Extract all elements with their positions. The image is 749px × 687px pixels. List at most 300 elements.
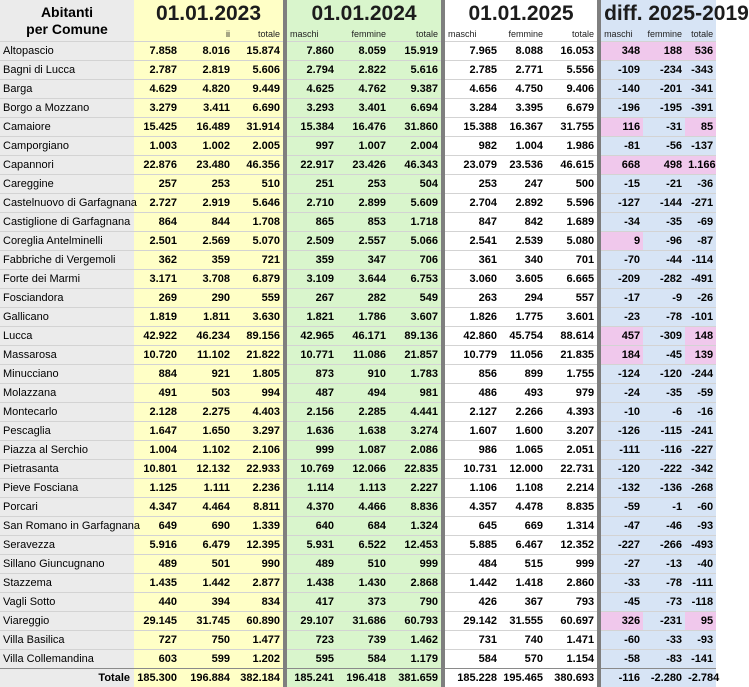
cell-2024-femmine: 31.686 [337, 612, 389, 631]
cell-2024-femmine: 4.466 [337, 498, 389, 517]
cell-2025-femmine: 842 [500, 213, 546, 232]
cell-2023-maschi: 257 [134, 175, 180, 194]
cell-diff-femmine: -31 [643, 118, 685, 137]
cell-2024-totale: 1.718 [389, 213, 443, 232]
cell-diff-maschi: -24 [599, 384, 643, 403]
cell-2023-totale: 89.156 [233, 327, 285, 346]
cell-2024-maschi: 2.794 [285, 61, 337, 80]
cell-2025-femmine: 2.771 [500, 61, 546, 80]
cell-2024-totale: 89.136 [389, 327, 443, 346]
cell-2025-maschi: 1.106 [443, 479, 500, 498]
cell-2023-femmine: 4.464 [180, 498, 233, 517]
corner-line-2: per Comune [3, 21, 131, 38]
cell-2023-femmine: 16.489 [180, 118, 233, 137]
cell-2024-maschi: 3.293 [285, 99, 337, 118]
cell-2023-totale: 559 [233, 289, 285, 308]
cell-2025-maschi: 185.228 [443, 669, 500, 687]
cell-2024-femmine: 23.426 [337, 156, 389, 175]
cell-diff-maschi: 668 [599, 156, 643, 175]
cell-2025-totale: 88.614 [546, 327, 599, 346]
cell-2023-totale: 721 [233, 251, 285, 270]
cell-diff-femmine: -201 [643, 80, 685, 99]
cell-2024-maschi: 22.917 [285, 156, 337, 175]
cell-diff-maschi: -109 [599, 61, 643, 80]
cell-2025-totale: 1.154 [546, 650, 599, 669]
cell-diff-totale: -36 [685, 175, 716, 194]
cell-2023-totale: 9.449 [233, 80, 285, 99]
comune-name: Villa Basilica [0, 631, 134, 650]
cell-2023-femmine: 394 [180, 593, 233, 612]
cell-diff-totale: -268 [685, 479, 716, 498]
cell-diff-totale: -16 [685, 403, 716, 422]
comune-name: Lucca [0, 327, 134, 346]
group-header-2023: 01.01.2023 [134, 0, 285, 27]
cell-2025-totale: 8.835 [546, 498, 599, 517]
sub-header-2025-maschi: maschi [443, 27, 500, 42]
cell-2023-femmine: 8.016 [180, 42, 233, 61]
cell-2024-femmine: 1.638 [337, 422, 389, 441]
cell-diff-maschi: -17 [599, 289, 643, 308]
cell-2024-femmine: 3.644 [337, 270, 389, 289]
table-row [0, 612, 716, 631]
cell-2023-totale: 1.805 [233, 365, 285, 384]
cell-2025-maschi: 2.127 [443, 403, 500, 422]
cell-2025-totale: 9.406 [546, 80, 599, 99]
cell-2023-totale: 8.811 [233, 498, 285, 517]
cell-diff-femmine: -234 [643, 61, 685, 80]
sub-header-2023-maschi [134, 27, 180, 42]
cell-2023-totale: 5.070 [233, 232, 285, 251]
cell-2025-femmine: 4.750 [500, 80, 546, 99]
cell-2023-maschi: 864 [134, 213, 180, 232]
cell-2023-maschi: 884 [134, 365, 180, 384]
cell-2024-totale: 46.343 [389, 156, 443, 175]
cell-2025-maschi: 253 [443, 175, 500, 194]
cell-2023-maschi: 1.647 [134, 422, 180, 441]
cell-diff-maschi: 9 [599, 232, 643, 251]
comune-name: Molazzana [0, 384, 134, 403]
cell-2023-femmine: 4.820 [180, 80, 233, 99]
table-row [0, 498, 716, 517]
cell-diff-totale: -111 [685, 574, 716, 593]
comune-name: Camporgiano [0, 137, 134, 156]
cell-diff-maschi: -60 [599, 631, 643, 650]
cell-2024-totale: 6.753 [389, 270, 443, 289]
cell-diff-maschi: -34 [599, 213, 643, 232]
table-row [0, 61, 716, 80]
cell-2024-maschi: 640 [285, 517, 337, 536]
comune-name: Villa Collemandina [0, 650, 134, 669]
cell-2024-maschi: 15.384 [285, 118, 337, 137]
cell-2024-femmine: 1.113 [337, 479, 389, 498]
cell-2025-totale: 1.471 [546, 631, 599, 650]
sub-header-2023-femmine: ii [180, 27, 233, 42]
sub-header-2024-maschi: maschi [285, 27, 337, 42]
cell-2025-maschi: 263 [443, 289, 500, 308]
table-row [0, 289, 716, 308]
total-label: Totale [0, 669, 134, 687]
table-row [0, 308, 716, 327]
cell-2024-maschi: 185.241 [285, 669, 337, 687]
cell-diff-maschi: -15 [599, 175, 643, 194]
cell-2025-maschi: 4.357 [443, 498, 500, 517]
cell-2024-femmine: 584 [337, 650, 389, 669]
cell-diff-totale: 148 [685, 327, 716, 346]
cell-2024-femmine: 1.786 [337, 308, 389, 327]
cell-2024-totale: 9.387 [389, 80, 443, 99]
comune-name: Fabbriche di Vergemoli [0, 251, 134, 270]
cell-2024-totale: 790 [389, 593, 443, 612]
cell-2025-maschi: 1.607 [443, 422, 500, 441]
cell-2025-totale: 979 [546, 384, 599, 403]
comune-name: Camaiore [0, 118, 134, 137]
cell-2024-femmine: 12.066 [337, 460, 389, 479]
cell-2025-totale: 31.755 [546, 118, 599, 137]
cell-2024-femmine: 16.476 [337, 118, 389, 137]
table-row [0, 631, 716, 650]
table-row [0, 175, 716, 194]
cell-2023-totale: 834 [233, 593, 285, 612]
cell-2024-maschi: 595 [285, 650, 337, 669]
comune-name: Minucciano [0, 365, 134, 384]
cell-2025-totale: 60.697 [546, 612, 599, 631]
comune-name: San Romano in Garfagnana [0, 517, 134, 536]
cell-2024-totale: 5.609 [389, 194, 443, 213]
cell-2025-totale: 2.860 [546, 574, 599, 593]
cell-2024-maschi: 1.821 [285, 308, 337, 327]
cell-diff-maschi: -227 [599, 536, 643, 555]
cell-2023-femmine: 1.102 [180, 441, 233, 460]
cell-diff-femmine: -78 [643, 308, 685, 327]
cell-2025-totale: 3.207 [546, 422, 599, 441]
cell-diff-femmine: -231 [643, 612, 685, 631]
cell-2025-maschi: 847 [443, 213, 500, 232]
cell-diff-maschi: -196 [599, 99, 643, 118]
cell-diff-totale: -391 [685, 99, 716, 118]
cell-2025-maschi: 4.656 [443, 80, 500, 99]
cell-2025-totale: 12.352 [546, 536, 599, 555]
table-row [0, 384, 716, 403]
cell-2025-femmine: 1.004 [500, 137, 546, 156]
comune-name: Barga [0, 80, 134, 99]
cell-2024-maschi: 359 [285, 251, 337, 270]
cell-2023-femmine: 1.002 [180, 137, 233, 156]
table-row [0, 80, 716, 99]
table-row [0, 460, 716, 479]
cell-2025-femmine: 4.478 [500, 498, 546, 517]
cell-2025-femmine: 12.000 [500, 460, 546, 479]
cell-2025-totale: 4.393 [546, 403, 599, 422]
cell-2023-totale: 990 [233, 555, 285, 574]
cell-2025-maschi: 982 [443, 137, 500, 156]
cell-2024-totale: 2.004 [389, 137, 443, 156]
cell-2025-maschi: 731 [443, 631, 500, 650]
cell-2024-totale: 3.274 [389, 422, 443, 441]
comune-name: Bagni di Lucca [0, 61, 134, 80]
cell-2024-maschi: 997 [285, 137, 337, 156]
cell-2025-femmine: 1.065 [500, 441, 546, 460]
cell-2025-femmine: 8.088 [500, 42, 546, 61]
cell-2023-femmine: 2.919 [180, 194, 233, 213]
cell-diff-maschi: -58 [599, 650, 643, 669]
table-row [0, 650, 716, 669]
cell-diff-maschi: -111 [599, 441, 643, 460]
cell-2024-maschi: 2.710 [285, 194, 337, 213]
cell-2024-maschi: 873 [285, 365, 337, 384]
table-row [0, 99, 716, 118]
cell-2025-totale: 16.053 [546, 42, 599, 61]
cell-2024-totale: 15.919 [389, 42, 443, 61]
cell-2023-totale: 1.202 [233, 650, 285, 669]
cell-2024-femmine: 373 [337, 593, 389, 612]
cell-diff-totale: -141 [685, 650, 716, 669]
cell-2023-totale: 382.184 [233, 669, 285, 687]
cell-diff-totale: -341 [685, 80, 716, 99]
cell-2024-totale: 4.441 [389, 403, 443, 422]
cell-diff-maschi: -126 [599, 422, 643, 441]
cell-diff-totale: 139 [685, 346, 716, 365]
cell-2025-femmine: 45.754 [500, 327, 546, 346]
cell-2025-femmine: 11.056 [500, 346, 546, 365]
cell-2025-totale: 5.556 [546, 61, 599, 80]
cell-2024-totale: 2.086 [389, 441, 443, 460]
cell-diff-totale: -342 [685, 460, 716, 479]
comune-name: Montecarlo [0, 403, 134, 422]
total-row [0, 669, 716, 687]
sub-header-diff-femmine: femmine [643, 27, 685, 42]
corner-line-1: Abitanti [3, 4, 131, 21]
cell-2024-maschi: 489 [285, 555, 337, 574]
cell-2024-maschi: 5.931 [285, 536, 337, 555]
cell-2025-femmine: 740 [500, 631, 546, 650]
cell-2025-maschi: 426 [443, 593, 500, 612]
cell-2024-maschi: 7.860 [285, 42, 337, 61]
cell-2024-femmine: 853 [337, 213, 389, 232]
cell-2023-maschi: 440 [134, 593, 180, 612]
cell-2023-totale: 3.297 [233, 422, 285, 441]
cell-2023-femmine: 750 [180, 631, 233, 650]
comune-name: Porcari [0, 498, 134, 517]
sub-header-diff-totale: totale [685, 27, 716, 42]
cell-2024-femmine: 196.418 [337, 669, 389, 687]
cell-diff-totale: -2.784 [685, 669, 716, 687]
cell-2024-totale: 5.066 [389, 232, 443, 251]
cell-diff-totale: -271 [685, 194, 716, 213]
comune-name: Altopascio [0, 42, 134, 61]
comune-name: Vagli Sotto [0, 593, 134, 612]
cell-2024-femmine: 1.430 [337, 574, 389, 593]
cell-2024-femmine: 11.086 [337, 346, 389, 365]
cell-2024-maschi: 999 [285, 441, 337, 460]
cell-diff-maschi: -59 [599, 498, 643, 517]
cell-diff-maschi: -124 [599, 365, 643, 384]
table-row [0, 555, 716, 574]
cell-2023-femmine: 2.275 [180, 403, 233, 422]
cell-2023-femmine: 501 [180, 555, 233, 574]
cell-2024-femmine: 3.401 [337, 99, 389, 118]
cell-diff-maschi: -47 [599, 517, 643, 536]
cell-diff-femmine: -309 [643, 327, 685, 346]
cell-diff-maschi: -10 [599, 403, 643, 422]
cell-2025-femmine: 2.892 [500, 194, 546, 213]
comune-name: Castelnuovo di Garfagnana [0, 194, 134, 213]
cell-2025-totale: 3.601 [546, 308, 599, 327]
table-row [0, 536, 716, 555]
cell-diff-femmine: -1 [643, 498, 685, 517]
cell-2023-femmine: 690 [180, 517, 233, 536]
table-row [0, 574, 716, 593]
table-row [0, 156, 716, 175]
cell-diff-femmine: -44 [643, 251, 685, 270]
cell-2023-femmine: 11.102 [180, 346, 233, 365]
cell-2025-femmine: 1.108 [500, 479, 546, 498]
cell-2025-femmine: 294 [500, 289, 546, 308]
cell-2023-maschi: 42.922 [134, 327, 180, 346]
cell-2023-femmine: 844 [180, 213, 233, 232]
cell-2023-maschi: 10.801 [134, 460, 180, 479]
cell-diff-totale: -343 [685, 61, 716, 80]
cell-2024-totale: 1.324 [389, 517, 443, 536]
corner-header [0, 0, 134, 42]
cell-2025-maschi: 10.731 [443, 460, 500, 479]
cell-2025-femmine: 367 [500, 593, 546, 612]
cell-2025-maschi: 42.860 [443, 327, 500, 346]
cell-diff-femmine: -35 [643, 384, 685, 403]
cell-2023-maschi: 727 [134, 631, 180, 650]
cell-diff-femmine: -282 [643, 270, 685, 289]
cell-2025-maschi: 1.826 [443, 308, 500, 327]
cell-2024-femmine: 1.087 [337, 441, 389, 460]
table-row [0, 479, 716, 498]
cell-diff-femmine: -83 [643, 650, 685, 669]
cell-2023-maschi: 3.171 [134, 270, 180, 289]
cell-2023-maschi: 362 [134, 251, 180, 270]
cell-2023-femmine: 359 [180, 251, 233, 270]
cell-2023-totale: 1.708 [233, 213, 285, 232]
cell-diff-femmine: -2.280 [643, 669, 685, 687]
cell-2024-totale: 1.462 [389, 631, 443, 650]
cell-2024-femmine: 2.557 [337, 232, 389, 251]
cell-2024-maschi: 865 [285, 213, 337, 232]
cell-2023-maschi: 2.128 [134, 403, 180, 422]
cell-2023-maschi: 4.629 [134, 80, 180, 99]
cell-2024-maschi: 2.156 [285, 403, 337, 422]
cell-2023-totale: 60.890 [233, 612, 285, 631]
cell-2023-totale: 2.106 [233, 441, 285, 460]
cell-2023-maschi: 5.916 [134, 536, 180, 555]
cell-2025-femmine: 23.536 [500, 156, 546, 175]
cell-diff-maschi: -33 [599, 574, 643, 593]
cell-2025-totale: 701 [546, 251, 599, 270]
cell-2023-maschi: 2.787 [134, 61, 180, 80]
table-row [0, 232, 716, 251]
cell-2023-totale: 22.933 [233, 460, 285, 479]
cell-2025-femmine: 493 [500, 384, 546, 403]
cell-diff-femmine: -266 [643, 536, 685, 555]
table-row [0, 118, 716, 137]
cell-diff-maschi: -70 [599, 251, 643, 270]
cell-2023-maschi: 4.347 [134, 498, 180, 517]
cell-diff-totale: -87 [685, 232, 716, 251]
cell-2024-maschi: 10.769 [285, 460, 337, 479]
sub-header-2025-totale: totale [546, 27, 599, 42]
cell-diff-totale: -60 [685, 498, 716, 517]
cell-2024-maschi: 4.625 [285, 80, 337, 99]
cell-2025-totale: 1.314 [546, 517, 599, 536]
cell-diff-maschi: -116 [599, 669, 643, 687]
cell-2023-maschi: 649 [134, 517, 180, 536]
cell-2025-maschi: 3.284 [443, 99, 500, 118]
cell-2023-totale: 1.477 [233, 631, 285, 650]
cell-2024-femmine: 739 [337, 631, 389, 650]
cell-2025-femmine: 247 [500, 175, 546, 194]
cell-2025-femmine: 899 [500, 365, 546, 384]
cell-2025-maschi: 584 [443, 650, 500, 669]
cell-2025-totale: 5.596 [546, 194, 599, 213]
cell-2023-totale: 994 [233, 384, 285, 403]
cell-2023-totale: 6.690 [233, 99, 285, 118]
cell-2025-maschi: 2.785 [443, 61, 500, 80]
cell-2023-femmine: 1.650 [180, 422, 233, 441]
cell-2023-maschi: 603 [134, 650, 180, 669]
cell-diff-maschi: 348 [599, 42, 643, 61]
cell-2023-maschi: 185.300 [134, 669, 180, 687]
cell-2023-femmine: 3.708 [180, 270, 233, 289]
cell-diff-femmine: 498 [643, 156, 685, 175]
cell-diff-totale: -59 [685, 384, 716, 403]
cell-2025-femmine: 31.555 [500, 612, 546, 631]
cell-diff-femmine: -73 [643, 593, 685, 612]
cell-diff-femmine: -116 [643, 441, 685, 460]
cell-2024-maschi: 4.370 [285, 498, 337, 517]
cell-2024-totale: 999 [389, 555, 443, 574]
cell-diff-maschi: 457 [599, 327, 643, 346]
cell-diff-maschi: 184 [599, 346, 643, 365]
cell-diff-maschi: -23 [599, 308, 643, 327]
cell-diff-totale: -137 [685, 137, 716, 156]
table-row [0, 213, 716, 232]
cell-2023-maschi: 1.003 [134, 137, 180, 156]
cell-2025-maschi: 986 [443, 441, 500, 460]
comune-name: Piazza al Serchio [0, 441, 134, 460]
comune-name: Castiglione di Garfagnana [0, 213, 134, 232]
cell-2024-totale: 12.453 [389, 536, 443, 555]
comune-name: Viareggio [0, 612, 134, 631]
cell-2023-totale: 12.395 [233, 536, 285, 555]
cell-2023-maschi: 3.279 [134, 99, 180, 118]
cell-2023-femmine: 503 [180, 384, 233, 403]
sub-header-2023-totale: totale [233, 27, 285, 42]
cell-diff-femmine: 188 [643, 42, 685, 61]
cell-diff-femmine: -195 [643, 99, 685, 118]
comune-name: Pieve Fosciana [0, 479, 134, 498]
cell-2023-maschi: 489 [134, 555, 180, 574]
cell-2024-totale: 1.783 [389, 365, 443, 384]
table-row [0, 441, 716, 460]
cell-2023-femmine: 2.819 [180, 61, 233, 80]
cell-2023-femmine: 1.811 [180, 308, 233, 327]
cell-2024-maschi: 42.965 [285, 327, 337, 346]
cell-2025-maschi: 1.442 [443, 574, 500, 593]
cell-diff-totale: -227 [685, 441, 716, 460]
cell-diff-totale: -101 [685, 308, 716, 327]
cell-2025-maschi: 2.704 [443, 194, 500, 213]
cell-2025-femmine: 570 [500, 650, 546, 669]
cell-2025-femmine: 2.266 [500, 403, 546, 422]
cell-2025-maschi: 7.965 [443, 42, 500, 61]
cell-2025-femmine: 16.367 [500, 118, 546, 137]
cell-diff-maschi: -127 [599, 194, 643, 213]
